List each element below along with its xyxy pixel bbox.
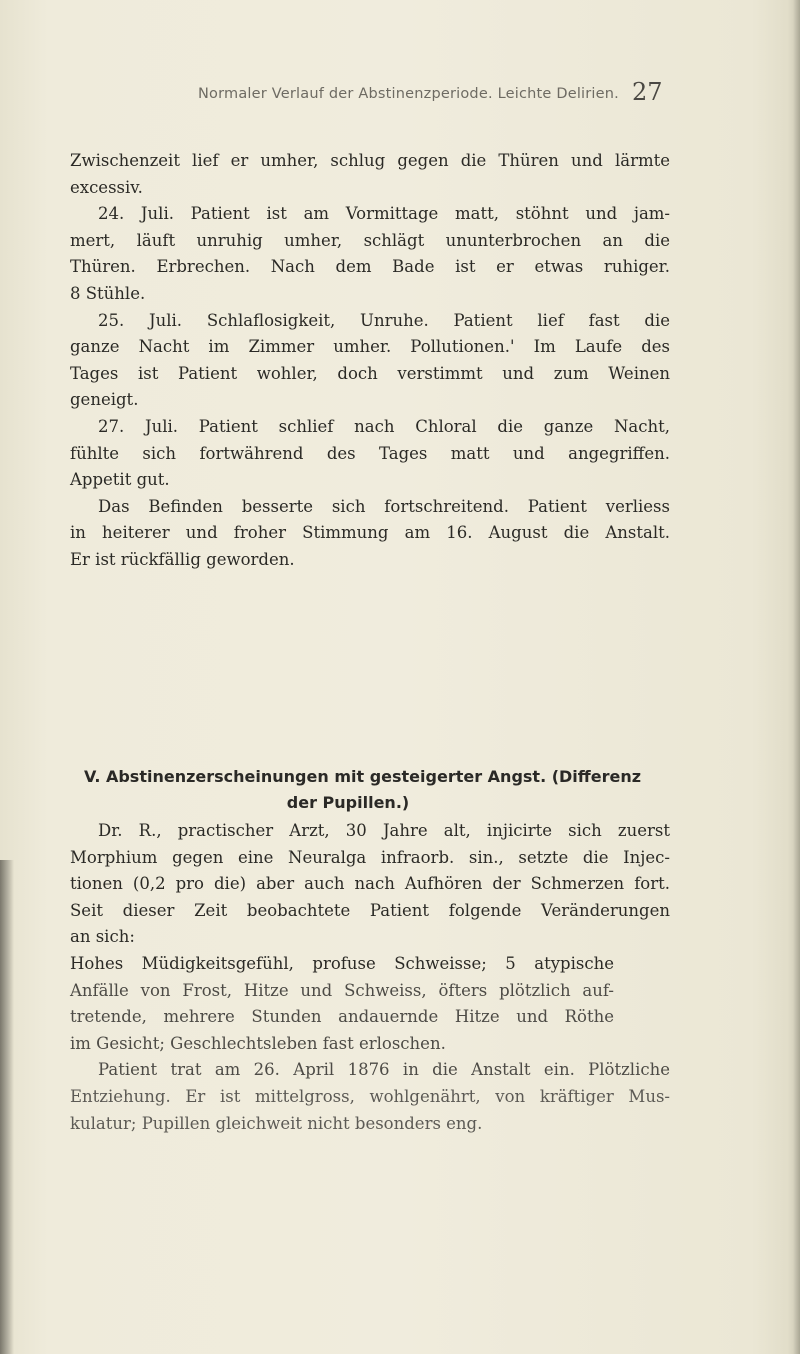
paragraph-1 — [70, 148, 670, 201]
case-intro — [70, 818, 670, 951]
text-line: an sich: — [70, 927, 135, 947]
text-line: Appetit gut. — [70, 470, 170, 490]
text-line: Zwischenzeit lief er umher, schlug gegen die Thüren und lärmte — [70, 151, 670, 170]
text-line: excessiv. — [70, 177, 143, 197]
text-line: Entziehung. Er ist mittelgross, wohlgenährt, von kräftiger Mus- — [70, 1086, 670, 1106]
section-heading — [84, 764, 672, 816]
text-line: kulatur; Pupillen gleichweit nicht besonders eng. — [70, 1113, 483, 1133]
page-shadow-left — [0, 860, 14, 1354]
paragraph-3 — [70, 308, 670, 414]
text-line: fühlte sich fortwährend des Tages matt und angegriffen. — [70, 443, 670, 463]
text-line: Morphium gegen eine Neuralga infraorb. sin., setzte die Injec- — [70, 847, 670, 867]
text-line: 8 Stühle. — [70, 283, 146, 303]
text-line: geneigt. — [70, 390, 139, 410]
paragraph-2 — [70, 201, 670, 307]
text-line: 27. Juli. Patient schlief nach Chloral die ganze Nacht, — [98, 416, 670, 436]
text-line: im Gesicht; Geschlechtsleben fast erloschen. — [70, 1033, 446, 1053]
case-report — [70, 818, 670, 1137]
case-continuation — [70, 148, 670, 574]
text-line: Er ist rückfällig geworden. — [70, 549, 295, 569]
text-line: tionen (0,2 pro die) aber auch nach Aufhören der Schmerzen fort. — [70, 874, 670, 894]
text-line: Seit dieser Zeit beobachtete Patient folgende Veränderungen — [70, 900, 670, 920]
text-line: Anfälle von Frost, Hitze und Schweiss, öfters plötzlich auf- — [70, 980, 614, 1000]
text-line: in heiterer und froher Stimmung am 16. August die Anstalt. — [70, 523, 670, 543]
admission-paragraph — [70, 1057, 670, 1137]
page-shadow-right — [788, 0, 800, 1354]
text-line: 24. Juli. Patient ist am Vormittage matt, stöhnt und jam- — [98, 204, 670, 224]
text-line: Das Befinden besserte sich fortschreitend. Patient verliess — [98, 496, 670, 516]
text-line: 25. Juli. Schlaflosigkeit, Unruhe. Patient lief fast die — [98, 310, 670, 330]
section-heading-line-1: V. Abstinenzerscheinungen mit gesteigerter Angst. (Differenz — [84, 767, 642, 786]
text-line: mert, läuft unruhig umher, schlägt ununterbrochen an die — [70, 230, 670, 250]
page-header — [0, 78, 800, 108]
text-line: Dr. R., practischer Arzt, 30 Jahre alt, injicirte sich zuerst — [98, 821, 670, 840]
text-line: Patient trat am 26. April 1876 in die Anstalt ein. Plötzliche — [98, 1060, 670, 1080]
text-line: Thüren. Erbrechen. Nach dem Bade ist er etwas ruhiger. — [70, 257, 670, 277]
section-heading-line-2: der Pupillen.) — [286, 793, 410, 812]
text-line: Tages ist Patient wohler, doch verstimmt und zum Weinen — [70, 363, 670, 383]
paragraph-4 — [70, 414, 670, 494]
text-line: ganze Nacht im Zimmer umher. Pollutionen.' Im Laufe des — [70, 337, 670, 357]
paragraph-5 — [70, 494, 670, 574]
symptom-list — [70, 951, 614, 1057]
text-line: tretende, mehrere Stunden andauernde Hitze und Röthe — [70, 1007, 614, 1027]
page-number: 27 — [632, 78, 663, 106]
text-line: Hohes Müdigkeitsgefühl, profuse Schweisse; 5 atypische — [70, 953, 614, 973]
running-title: Normaler Verlauf der Abstinenzperiode. Leichte Delirien. — [198, 86, 619, 102]
